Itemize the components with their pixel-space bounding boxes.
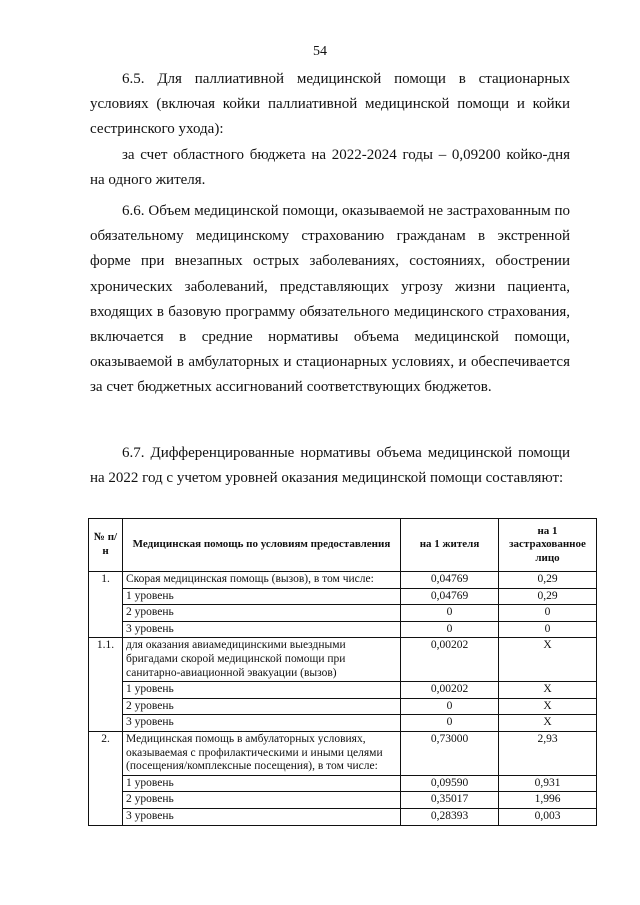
table-row [89, 572, 597, 589]
header-per-insured: на 1 застрахованное лицо [499, 519, 597, 572]
row-label: 1 уровень [123, 588, 401, 605]
header-type: Медицинская помощь по условиям предоставления [123, 519, 401, 572]
row-per-insured: 0 [499, 605, 597, 622]
row-per-resident: 0 [401, 715, 499, 732]
row-per-resident: 0 [401, 621, 499, 638]
row-per-insured: Х [499, 638, 597, 682]
row-label: Медицинская помощь в амбулаторных условиях, оказываемая с профилактическими и иными целями (посещения/комплексные посещения), в том числе: [123, 731, 401, 775]
table-header-row [89, 519, 597, 572]
table-row [89, 682, 597, 699]
table-row [89, 808, 597, 825]
header-per-resident: на 1 жителя [401, 519, 499, 572]
page-number: 54 [313, 44, 327, 59]
normatives-table [88, 518, 597, 826]
table-row [89, 715, 597, 732]
row-per-insured: 1,996 [499, 792, 597, 809]
row-per-insured: Х [499, 698, 597, 715]
row-label: 3 уровень [123, 715, 401, 732]
row-label: Скорая медицинская помощь (вызов), в том числе: [123, 572, 401, 589]
table-row [89, 792, 597, 809]
row-label: 3 уровень [123, 808, 401, 825]
paragraph-6-6: 6.6. Объем медицинской помощи, оказываемой не застрахованным по обязательному медицинскому страхованию гражданам в экстренной форме при внезапных острых заболеваниях, состояниях, обострении хронических заболеваний, представляющих угрозу жизни пациента, входящих в базовую программу обязательного медицинского страхования, включается в средние нормативы объема медицинской помощи, оказываемой в амбулаторных и стационарных условиях, и обеспечивается за счет бюджетных ассигнований соответствующих бюджетов. [90, 203, 570, 396]
row-per-resident: 0,00202 [401, 682, 499, 699]
row-per-insured: Х [499, 715, 597, 732]
row-per-insured: 0,931 [499, 775, 597, 792]
row-per-resident: 0,73000 [401, 731, 499, 775]
table-row [89, 638, 597, 682]
paragraph-6-5-budget: за счет областного бюджета на 2022-2024 годы – 0,09200 койко-дня на одного жителя. [90, 147, 570, 189]
row-per-resident: 0,04769 [401, 572, 499, 589]
table-row [89, 698, 597, 715]
row-label: 2 уровень [123, 605, 401, 622]
row-per-insured: 0,29 [499, 572, 597, 589]
row-per-insured: 0 [499, 621, 597, 638]
row-per-resident: 0 [401, 698, 499, 715]
row-num: 1. [89, 572, 123, 638]
row-num: 2. [89, 731, 123, 825]
paragraph-6-5: 6.5. Для паллиативной медицинской помощи в стационарных условиях (включая койки паллиативной медицинской помощи и койки сестринского ухода): [90, 71, 570, 138]
row-per-resident: 0,28393 [401, 808, 499, 825]
table-row [89, 621, 597, 638]
row-per-resident: 0,04769 [401, 588, 499, 605]
row-num: 1.1. [89, 638, 123, 732]
table-row [89, 731, 597, 775]
row-label: 2 уровень [123, 698, 401, 715]
table-row [89, 588, 597, 605]
paragraph-6-7: 6.7. Дифференцированные нормативы объема медицинской помощи на 2022 год с учетом уровней оказания медицинской помощи составляют: [90, 445, 570, 487]
row-per-resident: 0 [401, 605, 499, 622]
row-per-resident: 0,00202 [401, 638, 499, 682]
row-per-insured: 0,29 [499, 588, 597, 605]
row-per-resident: 0,35017 [401, 792, 499, 809]
row-label: 2 уровень [123, 792, 401, 809]
row-per-insured: 0,003 [499, 808, 597, 825]
row-label: 1 уровень [123, 682, 401, 699]
row-per-insured: Х [499, 682, 597, 699]
table-row [89, 605, 597, 622]
row-label: 1 уровень [123, 775, 401, 792]
row-label: 3 уровень [123, 621, 401, 638]
row-label: для оказания авиамедицинскими выездными бригадами скорой медицинской помощи при санитарно-авиационной эвакуации (вызов) [123, 638, 401, 682]
table-row [89, 775, 597, 792]
row-per-resident: 0,09590 [401, 775, 499, 792]
row-per-insured: 2,93 [499, 731, 597, 775]
header-num: № п/н [89, 519, 123, 572]
